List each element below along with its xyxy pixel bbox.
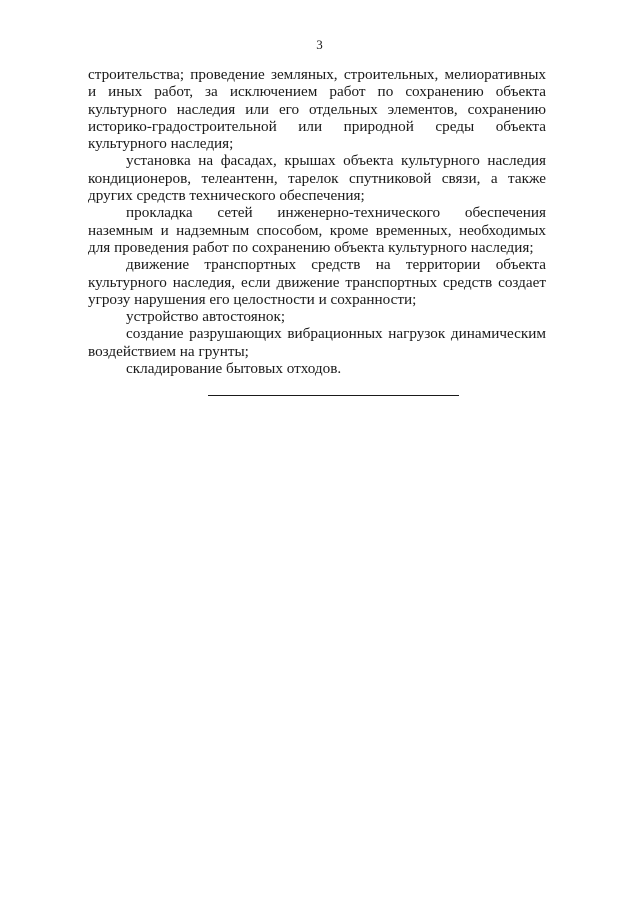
paragraph-utility-networks: прокладка сетей инженерно-технического обеспечения наземным и надземным способом, кроме временных, необходимых для проведения работ по сохранению объекта культурного наследия;	[88, 204, 546, 256]
paragraph-vibration-loads: создание разрушающих вибрационных нагрузок динамическим воздействием на грунты;	[88, 325, 546, 360]
paragraph-parking: устройство автостоянок;	[126, 308, 286, 326]
page-number: 3	[316, 37, 323, 52]
end-of-text-rule	[208, 395, 459, 396]
paragraph-construction-works: строительства; проведение земляных, строительных, мелиоративных и иных работ, за исключением работ по сохранению объекта культурного наследия или его отдельных элементов, сохранению историко-градостроительной или природной среды объекта культурного наследия;	[88, 66, 546, 153]
paragraph-vehicle-traffic: движение транспортных средств на территории объекта культурного наследия, если движение транспортных средств создает угрозу нарушения его целостности и сохранности;	[88, 256, 546, 308]
paragraph-waste-storage: складирование бытовых отходов.	[126, 360, 342, 378]
paragraph-facade-equipment: установка на фасадах, крышах объекта культурного наследия кондиционеров, телеантенн, тарелок спутниковой связи, а также других средств технического обеспечения;	[88, 152, 546, 205]
document-body	[88, 66, 546, 377]
